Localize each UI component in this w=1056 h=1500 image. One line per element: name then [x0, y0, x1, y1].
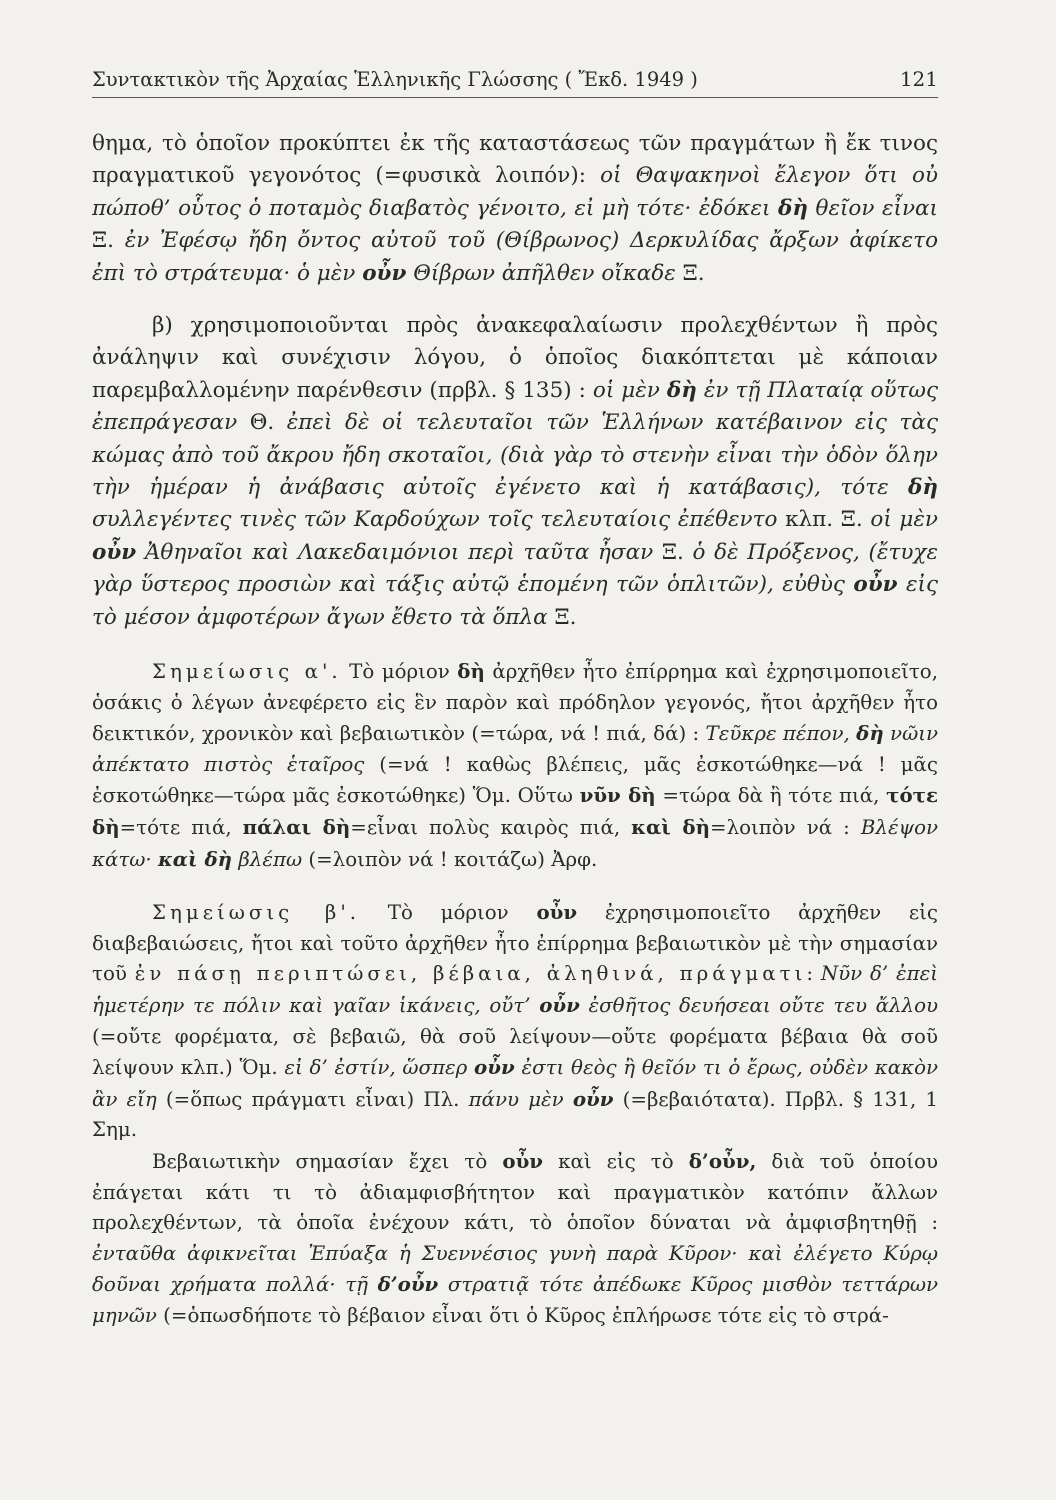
- text-run: (=νά ! καθὼς βλέπεις, μᾶς ἐσκοτώθηκε—νά ! μᾶς ἐσκοτώθηκε—τώρα μᾶς ἐσκοτώθηκε) Ὅμ. Οὕτω: [92, 752, 938, 808]
- text-run: Τὸ μόριον: [341, 660, 458, 684]
- page-number: 121: [899, 67, 938, 91]
- example-quote: συλλεγέντες τινὲς τῶν Καρδούχων τοῖς τελευταίοις ἐπέθεντο: [92, 507, 778, 533]
- particle-emphasis: οὖν: [539, 993, 580, 1018]
- particle-emphasis: δὴ: [908, 475, 938, 501]
- particle-emphasis: οὖν: [536, 900, 578, 925]
- source-abbrev: Ξ.: [653, 539, 693, 565]
- spaced-meaning: ἐν πάσῃ περιπτώσει, βέβαια, ἀληθινά, πράγματι: [134, 962, 807, 986]
- particle-emphasis: οὖν: [502, 1149, 544, 1173]
- text-run: (=λοιπὸν νά ! κοιτάζω) Ἀρφ.: [302, 847, 598, 871]
- paragraph-continuation: [92, 128, 938, 290]
- text-run: =τότε πιά,: [119, 816, 243, 840]
- source-abbrev: Ξ.: [547, 604, 577, 630]
- example-quote: στρατιᾷ τότε ἀπέδωκε Κῦρος μισθὸν τεττάρων μηνῶν: [92, 1273, 939, 1327]
- example-quote: οἱ Θαψακηνοὶ ἔλεγον ὅτι οὐ πώποθ’ οὗτος ὁ ποταμὸς διαβατὸς γένοιτο, εἰ μὴ τότε· ἐδόκει: [92, 163, 938, 221]
- source-abbrev: Θ.: [237, 410, 287, 436]
- example-quote: οἱ μὲν: [592, 377, 667, 403]
- text-run: (=βεβαιότατα). Πρβλ. § 131, 1 Σημ.: [92, 1087, 938, 1142]
- particle-emphasis: δ’οὖν,: [688, 1149, 757, 1173]
- paragraph-b: [92, 310, 938, 634]
- example-quote: ἐπεὶ δὲ οἱ τελευταῖοι τῶν Ἑλλήνων κατέβαινον εἰς τὰς κώμας ἀπὸ τοῦ ἄκρου ἤδη σκοταῖοι, (διὰ γὰρ τὸ στενὴν εἶναι τὴν ὁδὸν ὅλην τὴν ἡμέραν ἡ ἀνάβασις αὐτοῖς ἐγένετο καὶ ἡ κατάβασις), τότε: [92, 410, 938, 501]
- text-run: =λοιπὸν νά :: [710, 816, 861, 840]
- text-run: Τὸ μόριον: [360, 901, 537, 925]
- particle-emphasis: πάλαι δὴ: [242, 815, 351, 840]
- example-quote: εἰς τὸ μέσον ἀμφοτέρων ἄγων ἔθετο τὰ ὅπλα: [92, 572, 938, 630]
- particle-emphasis: νῦν δὴ: [579, 783, 656, 808]
- text-run: :: [806, 962, 821, 986]
- particle-emphasis: δὴ: [457, 659, 485, 684]
- example-quote: εἰ δ’ ἐστίν, ὥσπερ: [284, 1056, 475, 1080]
- source-abbrev: Ξ.: [92, 228, 125, 254]
- text-run: =τώρα δὰ ἢ τότε πιά,: [655, 784, 887, 808]
- running-header: [92, 58, 938, 98]
- particle-emphasis: οὖν: [853, 572, 898, 598]
- example-quote: Θίβρων ἀπῆλθεν οἴκαδε: [406, 260, 676, 286]
- particle-emphasis: οὖν: [92, 539, 137, 565]
- text-run: =εἶναι πολὺς καιρὸς πιά,: [350, 816, 632, 840]
- note-label: Σημείωσις β'.: [152, 901, 361, 925]
- text-run: καὶ εἰς τὸ: [543, 1150, 689, 1173]
- example-quote: ἐσθῆτος δευήσεαι οὔτε τευ ἄλλου: [579, 994, 939, 1018]
- example-quote: οἱ μὲν: [870, 507, 938, 533]
- text-run: διὰ τοῦ ὁποίου ἐπάγεται κάτι τι τὸ ἀδιαμφισβήτητον καὶ πραγματικὸν κατόπιν ἄλλων προλεχθέντων, τὰ ὁποῖα ἐνέχουν κάτι, τὸ ὁποῖον δύναται νὰ ἀμφισβητηθῇ :: [92, 1150, 938, 1235]
- example-quote: ἐν τῇ Πλαταίᾳ οὕτως ἐπεπράγεσαν: [92, 377, 938, 436]
- running-title: Συντακτικὸν τῆς Ἀρχαίας Ἑλληνικῆς Γλώσσης ( Ἔκδ. 1949 ): [92, 68, 698, 91]
- page-body: [92, 128, 938, 1332]
- particle-emphasis: δὴ: [856, 721, 884, 746]
- example-quote: ἐν Ἐφέσῳ ἤδη ὄντος αὐτοῦ τοῦ (Θίβρωνος) Δερκυλίδας ἄρξων ἀφίκετο ἐπὶ τὸ στράτευμα· ὁ μὲν: [92, 228, 939, 286]
- text-run: (=ὅπως πράγματι εἶναι) Πλ.: [156, 1087, 469, 1111]
- example-quote: Ἀθηναῖοι καὶ Λακεδαιμόνιοι περὶ ταῦτα ἦσαν: [136, 539, 654, 565]
- particle-emphasis: καὶ δὴ: [631, 815, 710, 840]
- example-quote: Βλέψον κάτω·: [92, 816, 939, 871]
- text-run: ἀρχῆθεν ἦτο ἐπίρρημα καὶ ἐχρησιμοποιεῖτο, ὁσάκις ὁ λέγων ἀνεφέρετο εἰς ἓν παρὸν καὶ πρόδηλον γεγονός, ἤτοι ἀρχῆθεν ἦτο δεικτικόν, χρονικὸν καὶ βεβαιωτικὸν (=τώρα, νά ! πιά, δά) :: [92, 660, 938, 746]
- particle-emphasis: οὖν: [474, 1055, 515, 1080]
- text-run: Βεβαιωτικὴν σημασίαν ἔχει τὸ: [152, 1150, 503, 1173]
- text-run: (=οὔτε φορέματα, σὲ βεβαιῶ, θὰ σοῦ λείψουν—οὔτε φορέματα βέβαια θὰ σοῦ λείψουν κλπ.) Ὅμ.: [92, 1024, 938, 1080]
- source-abbrev: Ξ.: [675, 260, 705, 286]
- text-run: β) χρησιμοποιοῦνται πρὸς ἀνακεφαλαίωσιν προλεχθέντων ἢ πρὸς ἀνάληψιν καὶ συνέχισιν λόγου, ὁ ὁποῖος διακόπτεται μὲ κάποιαν παρεμβαλλομένην παρένθεσιν (πρβλ. § 135) :: [92, 313, 938, 403]
- source-abbrev: κλπ. Ξ.: [777, 507, 871, 533]
- note-alpha: [92, 656, 938, 875]
- particle-emphasis: καὶ δὴ: [157, 846, 233, 871]
- particle-emphasis: οὖν: [572, 1086, 614, 1111]
- particle-emphasis: δὴ: [777, 195, 808, 221]
- example-quote: βλέπω: [232, 847, 303, 871]
- example-quote: θεῖον εἶναι: [807, 195, 938, 221]
- text-run: θημα, τὸ ὁποῖον προκύπτει ἐκ τῆς καταστάσεως τῶν πραγμάτων ἢ ἔκ τινος πραγματικοῦ γεγονότος (=φυσικὰ λοιπόν):: [92, 131, 938, 189]
- note-beta: [92, 897, 938, 1146]
- paragraph-d-oun: [92, 1146, 938, 1332]
- text-run: ἐχρησιμοποιεῖτο ἀρχῆθεν εἰς διαβεβαιώσεις, ἤτοι καὶ τοῦτο ἀρχῆθεν ἦτο ἐπίρρημα βεβαιωτικὸν μὲ τὴν σημασίαν τοῦ: [92, 901, 938, 986]
- particle-emphasis: τότε δὴ: [92, 783, 938, 840]
- particle-emphasis: δὴ: [666, 377, 697, 403]
- note-label: Σημείωσις α'.: [152, 660, 342, 684]
- example-quote: Νῦν δ’ ἐπεὶ ἡμετέρην τε πόλιν καὶ γαῖαν ἱκάνεις, οὔτ’: [92, 962, 939, 1018]
- example-quote: νῶιν ἀπέκτατο πιστὸς ἑταῖρος: [92, 722, 938, 776]
- particle-emphasis: οὖν: [362, 260, 407, 286]
- example-quote: Τεῦκρε πέπον,: [705, 722, 857, 746]
- particle-emphasis: δ’οὖν: [377, 1272, 439, 1297]
- example-quote: ἐνταῦθα ἀφικνεῖται Ἐπύαξα ἡ Συεννέσιος γυνὴ παρὰ Κῦρον· καὶ ἐλέγετο Κύρῳ δοῦναι χρήματα πολλά· τῇ: [92, 1241, 938, 1297]
- example-quote: ἐστι θεὸς ἢ θεῖόν τι ὁ ἔρως, οὐδὲν κακὸν ἂν εἴη: [92, 1056, 939, 1111]
- example-quote: ὁ δὲ Πρόξενος, (ἔτυχε γὰρ ὕστερος προσιὼν καὶ τάξις αὐτῷ ἑπομένη τῶν ὁπλιτῶν), εὐθὺς: [92, 539, 938, 598]
- text-run: (=ὁπωσδήποτε τὸ βέβαιον εἶναι ὅτι ὁ Κῦρος ἐπλήρωσε τότε εἰς τὸ στρά-: [156, 1303, 889, 1327]
- example-quote: πάνυ μὲν: [468, 1087, 573, 1111]
